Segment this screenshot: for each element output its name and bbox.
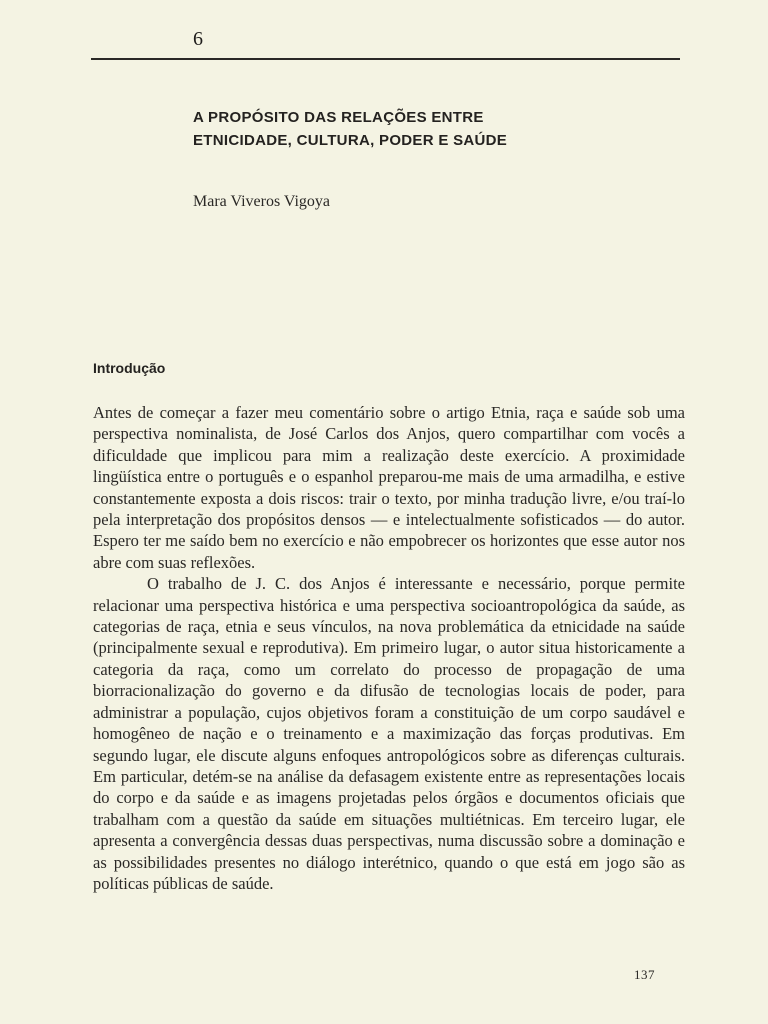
page-number: 137 [634,967,655,982]
chapter-title [193,106,633,152]
chapter-number: 6 [193,28,203,50]
body-text [93,402,685,894]
chapter-title-line-1: A PROPÓSITO DAS RELAÇÕES ENTRE [193,109,484,126]
header-rule [91,58,680,60]
chapter-title-line-2: ETNICIDADE, CULTURA, PODER E SAÚDE [193,132,508,149]
author-name: Mara Viveros Vigoya [193,193,331,210]
paragraph-2: O trabalho de J. C. dos Anjos é interessante e necessário, porque permite relacionar uma perspectiva histórica e uma perspectiva socioantropológica da saúde, as categorias de raça, etnia e seus vínculos, na nova problemática da etnicidade na saúde (principalmente sexual e reprodutiva). Em primeiro lugar, o autor situa historicamente a categoria da raça, como um correlato do processo de propagação de uma biorracionalização do governo e da difusão de tecnologias locais de poder, para administrar a população, cujos objetivos foram a constituição de um corpo saudável e homogêneo de nação e o treinamento e a maximização das forças produtivas. Em segundo lugar, ele discute alguns enfoques antropológicos sobre as diferenças culturais. Em particular, detém-se na análise da defasagem existente entre as representações locais do corpo e da saúde e as imagens projetadas pelos órgãos e documentos oficiais que trabalham com a questão da saúde em situações multiétnicas. Em terceiro lugar, ele apresenta a convergência dessas duas perspectivas, numa discussão sobre a dominação e as possibilidades presentes no diálogo interétnico, quando o que está em jogo são as políticas públicas de saúde. [93,574,685,893]
paragraph-1: Antes de começar a fazer meu comentário sobre o artigo Etnia, raça e saúde sob uma perspectiva nominalista, de José Carlos dos Anjos, quero compartilhar com vocês a dificuldade que implicou para mim a realização deste exercício. A proximidade lingüística entre o português e o espanhol preparou-me mais de uma armadilha, e estive constantemente exposta a dois riscos: trair o texto, por minha tradução livre, e/ou traí-lo pela interpretação dos propósitos densos — e intelectualmente sofisticados — do autor. Espero ter me saído bem no exercício e não empobrecer os horizontes que esse autor nos abre com suas reflexões. [93,403,685,572]
section-heading: Introdução [93,360,166,376]
